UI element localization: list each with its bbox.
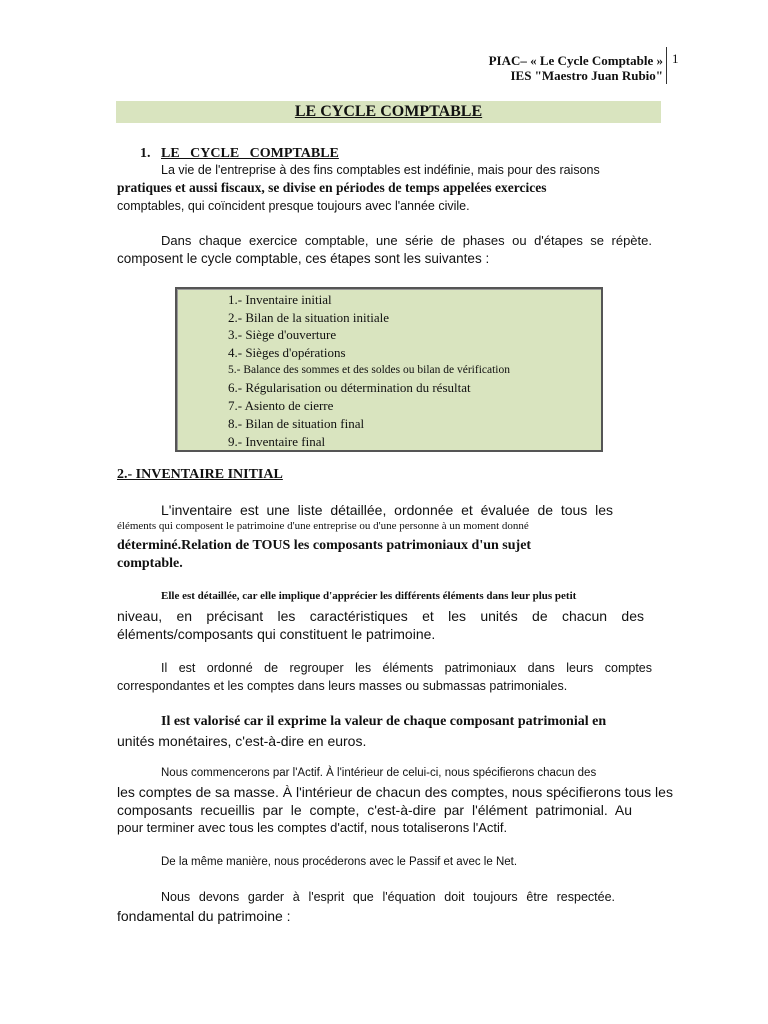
s2-p7-line2: fondamental du patrimoine :: [117, 908, 291, 924]
s2-p4-line1: Il est valorisé car il exprime la valeur de chaque composant patrimonial en: [161, 714, 607, 729]
header-divider: [666, 47, 667, 84]
s1-p2-line1: Dans chaque exercice comptable, une série de phases ou d'étapes se répète.: [161, 233, 652, 248]
list-item: 2.- Bilan de la situation initiale: [228, 309, 390, 325]
section2-heading: 2.- INVENTAIRE INITIAL: [117, 467, 283, 482]
s2-p1-line4: comptable.: [117, 556, 183, 571]
s2-p4-line2: unités monétaires, c'est-à-dire en euros.: [117, 733, 367, 749]
s2-p7-line1: Nous devons garder à l'esprit que l'équation doit toujours être respectée.: [161, 890, 615, 904]
s2-p5-line1: Nous commencerons par l'Actif. À l'intérieur de celui-ci, nous spécifierons chacun des: [161, 767, 597, 779]
s2-p1-line3: déterminé.Relation de TOUS les composants patrimoniaux d'un sujet: [117, 538, 532, 553]
list-item: 5.- Balance des sommes et des soldes ou bilan de vérification: [228, 363, 510, 376]
list-item: 6.- Régularisation ou détermination du résultat: [228, 380, 471, 396]
s2-p6-line1: De la même manière, nous procéderons avec le Passif et avec le Net.: [161, 856, 518, 868]
page-title: LE CYCLE COMPTABLE: [294, 103, 483, 120]
header-school-name: IES "Maestro Juan Rubio": [510, 68, 663, 83]
cycle-steps-box: [175, 287, 603, 452]
s2-p3-line2: correspondantes et les comptes dans leurs masses ou submassas patrimoniales.: [117, 679, 568, 693]
s2-p1-line1: L'inventaire est une liste détaillée, ordonnée et évaluée de tous les: [161, 502, 613, 518]
header-course-title: PIAC– « Le Cycle Comptable »: [488, 53, 663, 68]
s2-p5-line3: composants recueillis par le compte, c'est-à-dire par l'élément patrimonial. Au: [117, 802, 632, 818]
list-item: 7.- Asiento de cierre: [228, 398, 334, 414]
s1-p1-line3: comptables, qui coïncident presque toujours avec l'année civile.: [117, 199, 470, 213]
list-item: 8.- Bilan de situation final: [228, 415, 365, 431]
s2-p5-line2: les comptes de sa masse. À l'intérieur de chacun des comptes, nous spécifierons tous les: [117, 784, 673, 800]
s2-p1-line2: éléments qui composent le patrimoine d'une entreprise ou d'une personne à un moment donné: [117, 520, 529, 532]
s2-p2-line1: Elle est détaillée, car elle implique d'apprécier les différents éléments dans leur plus petit: [161, 590, 577, 602]
section1-number: 1.: [140, 146, 151, 161]
title-band: [116, 101, 661, 123]
section1-heading: LE CYCLE COMPTABLE: [161, 146, 339, 161]
list-item: 9.- Inventaire final: [228, 433, 326, 449]
s2-p2-line2: niveau, en précisant les caractéristiques et les unités de chacun des: [117, 608, 644, 624]
s1-p1-line2: pratiques et aussi fiscaux, se divise en périodes de temps appelées exercices: [117, 180, 547, 195]
s1-p1-line1: La vie de l'entreprise à des fins comptables est indéfinie, mais pour des raisons: [161, 163, 600, 177]
s2-p3-line1: Il est ordonné de regrouper les éléments patrimoniaux dans leurs comptes: [161, 661, 652, 675]
list-item: 3.- Siège d'ouverture: [228, 327, 337, 343]
s2-p2-line3: éléments/composants qui constituent le patrimoine.: [117, 626, 436, 642]
list-item: 4.- Sièges d'opérations: [228, 345, 346, 361]
page-number: 1: [672, 51, 679, 66]
s2-p5-line4: pour terminer avec tous les comptes d'actif, nous totaliserons l'Actif.: [117, 820, 508, 835]
cycle-steps-list: [228, 291, 510, 450]
list-item: 1.- Inventaire initial: [228, 292, 332, 307]
s1-p2-line2: composent le cycle comptable, ces étapes sont les suivantes :: [117, 251, 490, 266]
